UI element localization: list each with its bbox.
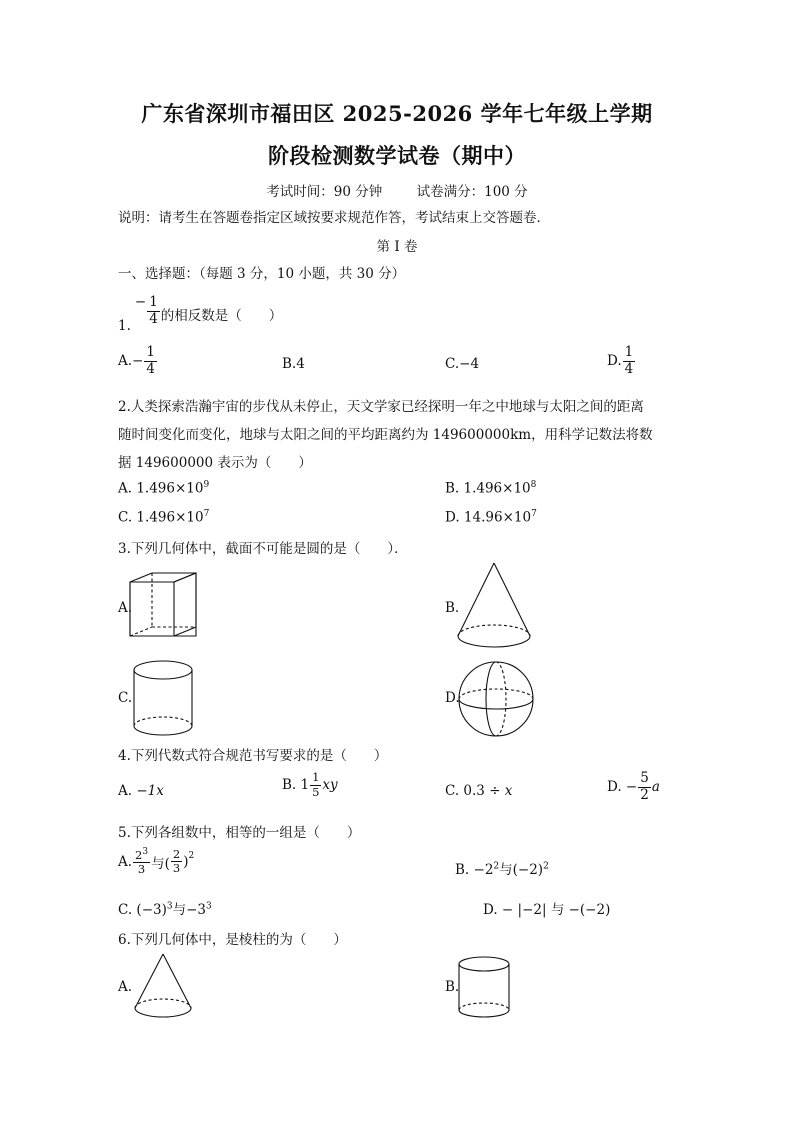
question-1-stem (118, 288, 282, 334)
fraction-denominator: 4 (624, 360, 634, 377)
option-label: B. 1 (282, 777, 310, 793)
option-exponent: 2 (188, 850, 195, 861)
question-3-option-b-label[interactable]: B. (445, 600, 460, 616)
fraction-denominator: 3 (137, 862, 146, 877)
fraction-numerator: 5 (640, 770, 649, 786)
cylinder-figure-q6 (457, 956, 511, 1020)
option-text: B. −2 (455, 862, 494, 878)
question-3-stem: 3.下列几何体中，截面不可能是圆的是（ ）． (118, 541, 408, 557)
option-exponent: 7 (203, 509, 210, 519)
fraction-numerator: 1 (312, 770, 320, 784)
fraction-numerator: 2 (172, 846, 181, 861)
question-1-option-c[interactable]: C.−4 (445, 356, 480, 372)
sphere-figure (457, 660, 535, 738)
triangular-prism-figure (128, 570, 200, 642)
option-label: D. − (607, 779, 638, 795)
question-6-option-a-label[interactable]: A. (118, 979, 133, 995)
question-4-option-c[interactable] (445, 783, 512, 799)
fraction-denominator: 4 (149, 310, 158, 327)
option-exponent: 3 (166, 901, 173, 912)
question-1-text: 的相反数是（ ） (160, 308, 283, 324)
option-minus: − (132, 353, 144, 369)
option-connector: 与( (151, 855, 170, 872)
fraction-numerator: 2 (135, 847, 143, 862)
question-1-fraction (147, 296, 160, 326)
question-5-stem: 5.下列各组数中，相等的一组是（ ） (118, 825, 361, 841)
option-fraction-2 (171, 846, 182, 876)
cone-figure-q6 (133, 953, 193, 1023)
question-3-option-a-label[interactable]: A. (118, 600, 133, 616)
fraction-numerator: 1 (149, 294, 158, 310)
option-label: A. (118, 853, 133, 870)
volume-label: 第 I 卷 (376, 239, 418, 255)
option-text: D. 14.96×10 (445, 509, 532, 526)
option-close-paren: ) (183, 853, 189, 870)
question-2-line1: 2.人类探索浩瀚宇宙的步伐从未停止，天文学家已经探明一年之中地球与太阳之间的距离 (118, 399, 644, 415)
cylinder-figure (132, 660, 194, 738)
option-label: A. (118, 353, 133, 369)
question-6-option-b-label[interactable]: B. (445, 979, 460, 995)
question-5-option-b[interactable] (455, 858, 549, 878)
option-label: D. (607, 353, 622, 369)
fraction-denominator: 2 (640, 786, 649, 803)
option-exponent: 2 (493, 861, 500, 872)
question-6-stem: 6.下列几何体中，是棱柱的为（ ） (118, 932, 347, 948)
question-1-minus: − (134, 294, 147, 310)
option-exponent: 7 (531, 509, 537, 519)
option-fraction (623, 346, 636, 376)
question-2-line3: 据 149600000 表示为（ ） (118, 455, 312, 471)
question-2-option-a[interactable] (118, 480, 209, 497)
option-fraction (133, 848, 150, 876)
option-connector: 与−3 (172, 902, 207, 918)
option-fraction (638, 772, 651, 802)
question-4-stem: 4.下列代数式符合规范书写要求的是（ ） (118, 748, 388, 764)
option-label: C. 0.3 ÷ (445, 783, 505, 799)
option-text: A. 1.496×10 (118, 480, 204, 497)
question-5-option-c[interactable] (118, 898, 212, 918)
question-3-option-c-label[interactable]: C. (118, 690, 133, 706)
cone-figure (456, 562, 532, 654)
fraction-numerator: 1 (146, 344, 155, 360)
option-exponent: 8 (530, 480, 537, 490)
exam-note: 说明：请考生在答题卷指定区域按要求规范作答，考试结束上交答题卷． (118, 210, 550, 226)
exam-info: 考试时间：90 分钟 试卷满分：100 分 (266, 184, 528, 200)
option-fraction (144, 346, 157, 376)
fraction-denominator: 3 (172, 861, 181, 876)
question-2-option-c[interactable] (118, 509, 209, 526)
fraction-denominator: 4 (146, 360, 155, 377)
option-text: C. 1.496×10 (118, 509, 204, 526)
option-variable: x (504, 783, 513, 799)
question-1-option-a[interactable] (118, 346, 158, 376)
exam-title-line1: 广东省深圳市福田区 2025-2026 学年七年级上学期 (141, 101, 653, 126)
question-2-line2: 随时间变化而变化，地球与太阳之间的平均距离约为 149600000km，用科学记数法将数 (118, 427, 653, 443)
option-text: C. (−3) (118, 902, 167, 918)
fraction-numerator: 1 (624, 344, 634, 360)
option-connector: 与(−2) (499, 862, 544, 878)
question-4-option-d[interactable] (607, 772, 660, 802)
option-variable: xy (322, 777, 338, 793)
question-2-option-b[interactable] (445, 480, 536, 497)
question-4-option-b[interactable] (282, 772, 338, 798)
option-variable: a (651, 779, 660, 795)
section-heading: 一、选择题：（每题 3 分，10 小题，共 30 分） (118, 266, 406, 282)
question-2-option-d[interactable] (445, 509, 537, 526)
question-1-option-b[interactable]: B.4 (282, 356, 305, 372)
question-5-option-d[interactable]: D. − |−2| 与 −(−2) (483, 902, 611, 918)
question-3-option-d-label[interactable]: D. (445, 690, 460, 706)
option-exponent: 9 (203, 480, 210, 490)
option-expression: −1x (136, 783, 164, 799)
question-4-option-a[interactable] (118, 783, 164, 799)
question-1-number: 1. (118, 318, 131, 334)
question-5-option-a[interactable] (118, 848, 194, 876)
option-exponent-2: 3 (206, 901, 212, 912)
numerator-exponent: 3 (142, 847, 149, 857)
exam-title-line2: 阶段检测数学试卷（期中） (268, 143, 526, 168)
fraction-denominator: 5 (312, 784, 320, 799)
option-text: B. 1.496×10 (445, 480, 531, 497)
question-1-option-d[interactable] (607, 346, 636, 376)
option-fraction (310, 772, 321, 798)
option-label: A. (118, 783, 137, 799)
option-exponent-2: 2 (543, 861, 549, 872)
